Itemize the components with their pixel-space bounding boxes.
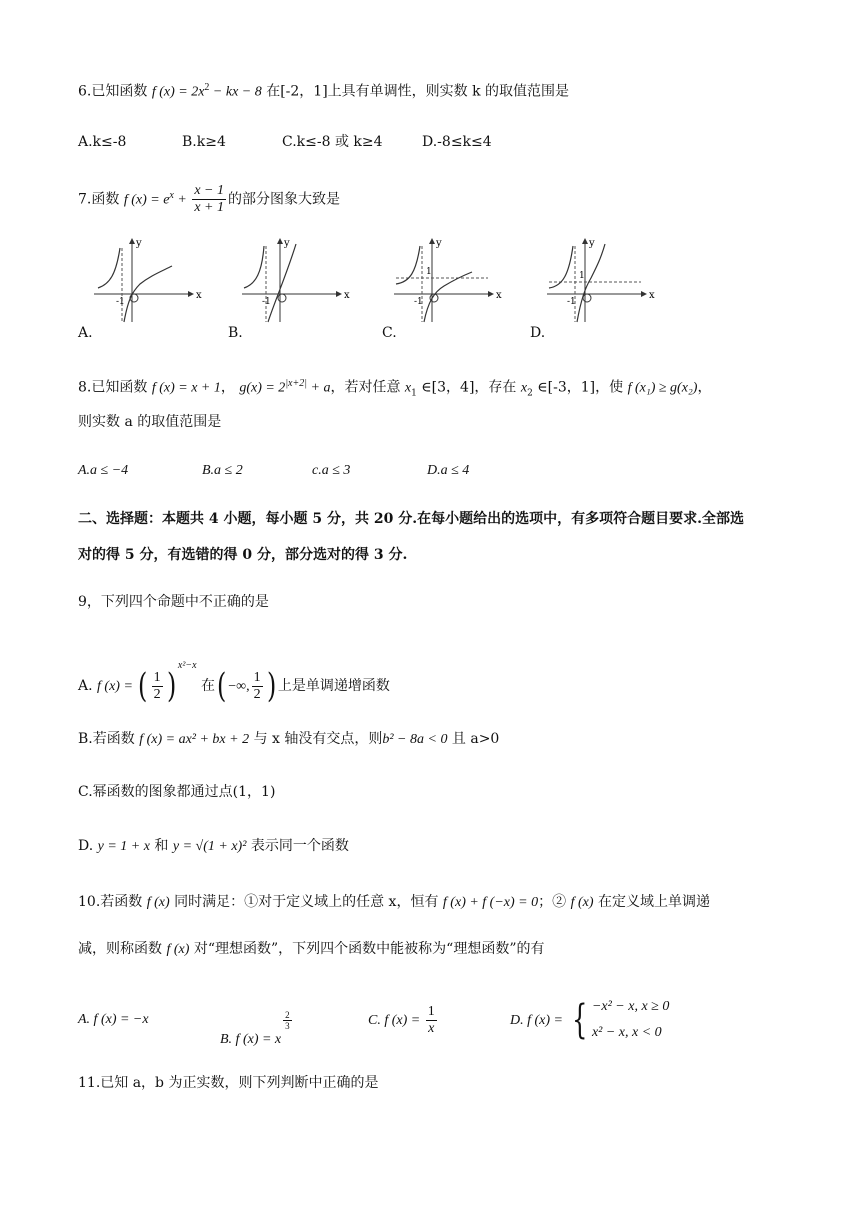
q8-option-b: B.a ≤ 2	[202, 463, 243, 478]
q8-in2: ∈[-3，1]，使	[532, 379, 624, 396]
q10-b-pre: B. f (x) = x	[220, 1032, 282, 1047]
q9-option-c: C.幂函数的图象都通过点(1，1)	[78, 784, 276, 800]
q7-a-axis-y: y	[136, 238, 142, 249]
q9-a-half-num: 1	[153, 669, 161, 685]
q7-d-axis-x: x	[649, 290, 655, 301]
q9-d-text2: 和	[154, 838, 169, 854]
q8-sep: ，	[220, 379, 235, 396]
q6-exp: 2	[204, 82, 210, 93]
q9-a-rparen: )	[166, 666, 176, 706]
q8-stem-line1	[78, 374, 711, 403]
q9-a-mid: 在	[201, 678, 215, 694]
q6-stem	[78, 78, 569, 103]
q10-l2a: 减，则称函数	[78, 941, 162, 957]
q6-option-b: B.k≥4	[182, 134, 226, 150]
q10-c-pre: C. f (x) =	[368, 1013, 424, 1028]
q8-g-exp: |x+2|	[285, 378, 307, 389]
q10-fx-3: f (x)	[166, 942, 190, 957]
q7-plus: +	[173, 192, 191, 208]
q10-c-num: 1	[427, 1003, 435, 1019]
q10-l1c: ；②	[538, 894, 567, 910]
q8-ineq: f (x₁) ≥ g(x₂)	[627, 380, 698, 396]
q9-a-half	[152, 670, 163, 703]
q8-prefix: 8.已知函数	[78, 379, 148, 396]
q7-exp: x	[169, 190, 174, 201]
q10-d-pre: D. f (x) =	[510, 1013, 567, 1028]
q6-option-a: A.k≤-8	[78, 134, 127, 150]
q9-d-text3: 表示同一个函数	[250, 838, 349, 854]
q9-a-fx: f (x) =	[97, 679, 137, 694]
q10-d-case2: x² − x, x < 0	[591, 1025, 662, 1040]
q9-option-b	[78, 729, 499, 750]
q6-option-d: D.-8≤k≤4	[422, 134, 492, 150]
q10-l1d: 在定义域上单调递	[597, 894, 710, 910]
q7-graph-d-label: D.	[530, 325, 546, 341]
q7-graph-c-label: C.	[382, 325, 397, 341]
q6-prefix: 6.已知函数	[78, 83, 148, 100]
q9-b-math2: b² − 8a < 0	[382, 732, 448, 747]
q9-a-int-den: 2	[253, 686, 261, 702]
q7-b-axis-y: y	[284, 238, 290, 249]
q9-a-prefix: A.	[78, 678, 93, 694]
q10-d-cases	[592, 994, 669, 1046]
q9-b-text2: 与 x 轴没有交点，则	[253, 731, 383, 747]
q10-line2	[78, 939, 544, 960]
q7-graph-d	[545, 236, 655, 324]
q7-b-tick: -1	[262, 297, 271, 307]
q7-d-tick: -1	[567, 297, 576, 307]
q8-stem-line2: 则实数 a 的取值范围是	[78, 414, 222, 430]
q10-l1b: 同时满足：①对于定义域上的任意 x，恒有	[174, 894, 439, 910]
q7-c-tick-1: 1	[426, 267, 432, 277]
q6-fx: f (x)	[151, 84, 175, 100]
q6-option-c: C.k≤-8 或 k≥4	[282, 134, 383, 150]
q10-option-c	[368, 1000, 439, 1041]
q6-eq: = 2x	[174, 84, 205, 100]
q10-cond: f (x) + f (−x) = 0	[442, 895, 539, 910]
q10-c-frac	[426, 1004, 437, 1037]
q7-prefix: 7.函数	[78, 191, 120, 208]
q9-d-math1: y = 1 + x	[97, 839, 150, 854]
q7-c-axis-y: y	[436, 238, 442, 249]
q10-c-den: x	[428, 1020, 435, 1036]
q7-suffix: 的部分图象大致是	[228, 191, 340, 208]
q7-graph-a	[92, 236, 202, 324]
q7-c-tick: -1	[414, 297, 423, 307]
q7-a-tick: -1	[116, 297, 125, 307]
q7-c-axis-x: x	[496, 290, 502, 301]
q10-fx-2: f (x)	[570, 895, 594, 910]
q8-in1: ∈[3，4]，存在	[416, 379, 517, 396]
q9-a-int-num: 1	[253, 669, 261, 685]
q9-a-half-den: 2	[153, 686, 161, 702]
q10-line1	[78, 892, 710, 913]
q7-b-axis-x: x	[344, 290, 350, 301]
q9-a-exp: x²−x	[177, 660, 197, 671]
q7-fx: f (x)	[123, 192, 147, 208]
q6-suffix: 在[-2，1]上具有单调性，则实数 k 的取值范围是	[266, 83, 570, 100]
q8-option-d: D.a ≤ 4	[427, 463, 470, 478]
q10-l1a: 10.若函数	[78, 894, 143, 910]
q8-option-a: A.a ≤ −4	[78, 463, 129, 478]
q9-d-math2: y = √(1 + x)²	[172, 839, 247, 854]
q9-b-text1: B.若函数	[78, 731, 135, 747]
q9-a-int-frac	[252, 670, 263, 703]
q9-a-interval-left: −∞,	[228, 679, 250, 694]
q10-l2b: 对“理想函数”，下列四个函数中能被称为“理想函数”的有	[193, 941, 545, 957]
q8-g-rest: + a	[307, 380, 331, 396]
q10-b-exp	[283, 1010, 292, 1031]
q8-x2: x	[520, 380, 528, 396]
q8-f: f (x) = x + 1	[151, 380, 221, 396]
q8-g: g(x) = 2	[239, 380, 286, 396]
q7-fraction	[192, 183, 226, 216]
q9-a-int-rparen: )	[266, 666, 276, 706]
q9-option-a	[78, 642, 390, 711]
q7-graph-b	[240, 236, 350, 324]
q10-d-case1: −x² − x, x ≥ 0	[591, 999, 670, 1014]
q6-rest: − kx − 8	[209, 84, 262, 100]
q8-x2-sub: 2	[527, 388, 533, 399]
q7-stem	[78, 176, 340, 221]
q10-fx-1: f (x)	[146, 895, 170, 910]
q9-b-math: f (x) = ax² + bx + 2	[139, 732, 250, 747]
q10-option-b	[220, 1010, 294, 1050]
q8-x1-sub: 1	[411, 388, 417, 399]
q10-option-d	[510, 994, 669, 1047]
q9-d-text1: D.	[78, 838, 94, 854]
q7-graph-a-label: A.	[78, 325, 93, 341]
q8-end: ，	[697, 379, 712, 396]
q10-b-exp-num: 2	[285, 1010, 290, 1020]
q7-d-axis-y: y	[589, 238, 595, 249]
q10-b-exp-den: 3	[285, 1021, 290, 1031]
q7-graph-c	[392, 236, 502, 324]
q8-mid1: ，若对任意	[330, 379, 401, 396]
q10-option-a: A. f (x) = −x	[78, 1012, 149, 1027]
q7-d-tick-1: 1	[579, 271, 585, 281]
q7-eq: = e	[146, 192, 170, 208]
q7-fraction-den: x + 1	[194, 200, 224, 216]
q7-a-axis-x: x	[196, 290, 202, 301]
q9-a-lparen: (	[138, 666, 148, 706]
section2-line1: 二、选择题：本题共 4 小题，每小题 5 分，共 20 分.在每小题给出的选项中，有多项符合题目要求.全部选	[78, 511, 744, 527]
q9-a-suffix: 上是单调递增函数	[277, 678, 390, 694]
q10-d-brace: {	[571, 997, 587, 1043]
q8-option-c: c.a ≤ 3	[312, 463, 351, 478]
q7-fraction-num: x − 1	[194, 183, 224, 199]
q9-option-d	[78, 836, 349, 857]
q9-b-text3: 且 a>0	[451, 731, 500, 747]
q9-a-int-lparen: (	[216, 666, 227, 706]
q7-graph-b-label: B.	[228, 325, 243, 341]
q11-stem: 11.已知 a，b 为正实数，则下列判断中正确的是	[78, 1075, 379, 1091]
q8-x1: x	[404, 380, 412, 396]
q9-stem: 9，下列四个命题中不正确的是	[78, 594, 269, 610]
section2-line2: 对的得 5 分，有选错的得 0 分，部分选对的得 3 分.	[78, 547, 408, 563]
